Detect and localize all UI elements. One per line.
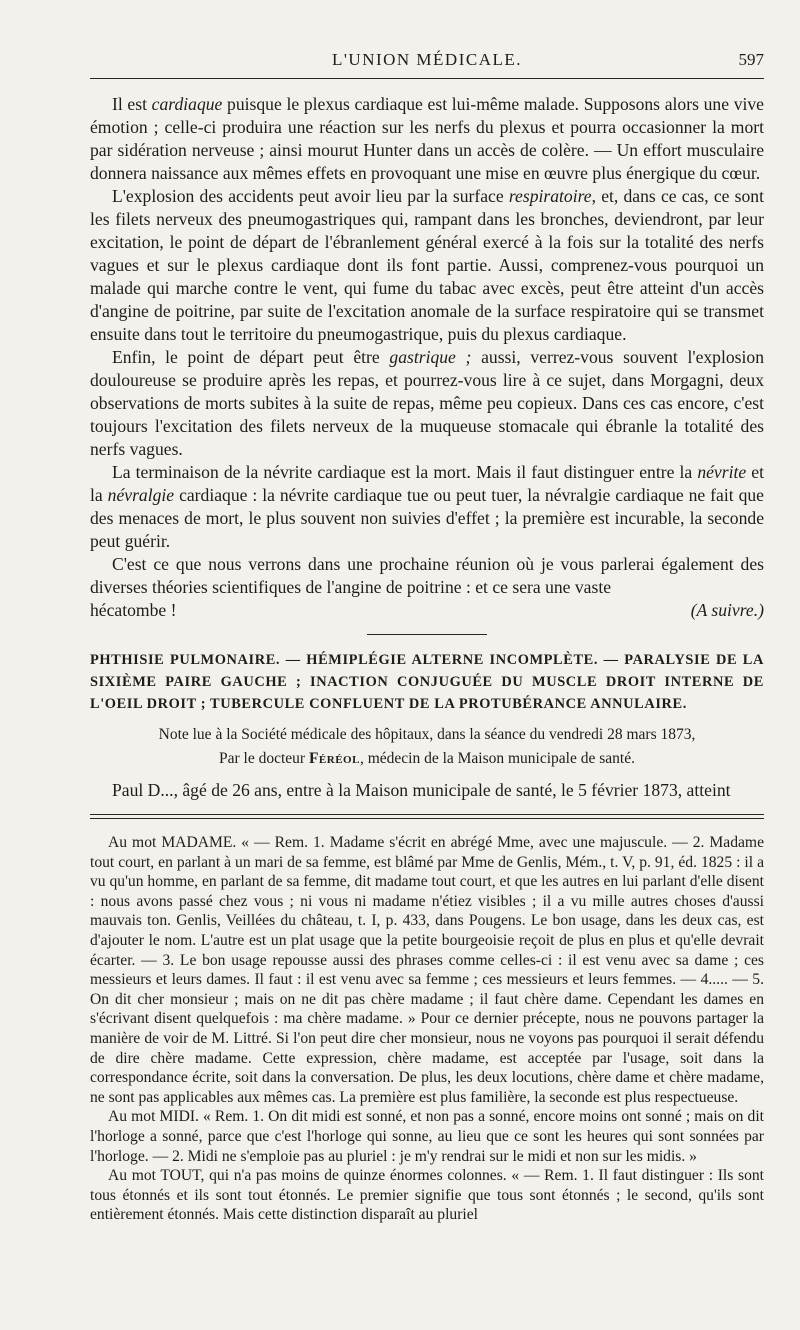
text-run: puisque le plexus cardiaque est lui-même malade. Supposons alors une vive émotion ; celle-ci produira une réaction sur les nerfs du plexus et pourra occasionner la mort par sidération nerveuse ; ainsi mourut Hunter dans un accès de colère. — Un effort musculaire donnera naissance aux mêmes effets en provoquant une mise en œuvre plus énergique du cœur.	[90, 94, 764, 183]
lecture-body	[90, 93, 764, 622]
italic-term: gastrique ;	[389, 347, 472, 367]
text-run: aussi, verrez-vous souvent l'explosion douloureuse se produire après les repas, et pourrez-vous lire à ce sujet, dans Morgagni, deux observations de morts subites à la suite de repas, même peu copieux. Dans ces cas encore, c'est toujours l'excitation des filets nerveux de la muqueuse stomacale qui ébranle la totalité des nerfs vagues.	[90, 347, 764, 459]
italic-term: cardiaque	[151, 94, 223, 114]
footnote-madame: Au mot MADAME. « — Rem. 1. Madame s'écrit en abrégé Mme, avec une majuscule. — 2. Madame tout court, en parlant à un mari de sa femme, est blâmé par Mme de Genlis, Mém., t. V, p. 91, éd. 1825 : il a vu qu'un homme, en parlant de sa femme, dit madame tout court, et que les autres en lui parlant d'elle disent : nous avons passé chez vous ; ni vous ni madame n'étiez visibles ; il a vu mille autres choses d'aussi mauvais ton. Genlis, Veillées du château, t. I, p. 433, dans Pougens. Le bon usage, dans les deux cas, est d'ajouter le nom. L'autre est un plat usage que la petite bourgeoisie reçoit de plus en plus et qu'elle devrait écarter. — 3. Le bon usage repousse aussi des phrases comme celles-ci : il est venu avec sa dame ; ces messieurs et leurs dames. Il faut : il est venu avec sa femme ; ces messieurs et leurs femmes. — 4..... — 5. On dit cher monsieur ; mais on ne dit pas chère madame ; il faut chère dame. Cependant les dames en s'écrivant disent quelquefois : ma chère madame. » Pour ce dernier précepte, nous ne pouvons partager la manière de voir de M. Littré. Si l'on peut dire cher monsieur, nous ne voyons pas pourquoi il serait défendu de dire chère madame. Cette expression, chère madame, est acceptée par l'usage, soit dans la correspondance écrite, soit dans la conversation. De plus, les deux locutions, chère dame et chère madame, ne sont pas applicables aux mêmes cas. La première est plus familière, la seconde est plus respectueuse.	[90, 834, 764, 1106]
text-run: cardiaque : la névrite cardiaque tue ou peut tuer, la névralgie cardiaque ne fait que des menaces de mort, le plus souvent non suivies d'effet ; la première est incurable, la seconde peut guérir.	[90, 485, 764, 551]
journal-title: L'UNION MÉDICALE.	[331, 50, 523, 69]
footnote-midi: Au mot MIDI. « Rem. 1. On dit midi est sonné, et non pas a sonné, encore moins ont sonné ; mais on dit l'horloge a sonné, parce que c'est l'horloge qui sonne, au lieu que ce sont les heures qui sont sonnées par l'horloge. — 2. Midi ne s'emploie pas au pluriel : je m'y rendrai sur le midi et non sur les midis. »	[90, 1108, 764, 1165]
text-run: Enfin, le point de départ peut être	[112, 347, 390, 367]
text-run: et la	[90, 462, 764, 505]
article-title: PHTHISIE PULMONAIRE. — HÉMIPLÉGIE ALTERNE INCOMPLÈTE. — PARALYSIE DE LA SIXIÈME PAIRE GAUCHE ; INACTION CONJUGUÉE DU MUSCLE DROIT INTERNE DE L'OEIL DROIT ; TUBERCULE CONFLUENT DE LA PROTUBÉRANCE ANNULAIRE.	[90, 652, 764, 712]
italic-term: névralgie	[107, 485, 175, 505]
to-be-continued: (A suivre.)	[690, 600, 764, 620]
section-divider	[367, 634, 487, 635]
footnotes	[90, 833, 764, 1225]
paragraph	[90, 346, 764, 461]
text-run: Par le docteur	[219, 750, 309, 767]
text-run: , et, dans ce cas, ce sont les filets nerveux des pneumogastriques qui, rampant dans les bronches, deviendront, par leur excitation, le point de départ de l'ébranlement général exercé à la fois sur la totalité des nerfs vagues et sur le plexus cardiaque dont ils font partie. Aussi, comprenez-vous pourquoi un malade qui marche contre le vent, qui fume du tabac avec excès, peut être atteint d'un accès d'angine de poitrine, par suite de l'excitation anomale de la surface respiratoire qui se transmet ensuite dans tout le territoire du pneumogastrique, puis du plexus cardiaque.	[90, 186, 764, 344]
text-run: La terminaison de la névrite cardiaque est la mort. Mais il faut distinguer entre la	[112, 462, 698, 482]
text-run: , médecin de la Maison municipale de santé.	[359, 750, 635, 767]
article-note: Note lue à la Société médicale des hôpitaux, dans la séance du vendredi 28 mars 1873,	[158, 726, 696, 743]
footnote-divider	[90, 814, 764, 819]
paragraph	[90, 185, 764, 346]
text-run: hécatombe !	[90, 600, 177, 620]
closing-line	[90, 599, 764, 622]
text-run: L'explosion des accidents peut avoir lieu par la surface	[112, 186, 509, 206]
text-run: Il est	[112, 94, 152, 114]
paragraph	[90, 461, 764, 553]
paragraph: C'est ce que nous verrons dans une prochaine réunion où je vous parlerai également des diverses théories scientifiques de l'angine de poitrine : et ce sera une vaste	[90, 554, 764, 597]
footnote-tout: Au mot TOUT, qui n'a pas moins de quinze énormes colonnes. « — Rem. 1. Il faut distinguer : Ils sont tous étonnés et ils sont tout étonnés. Le premier signifie que tous sont étonnés ; le second, qu'ils sont entièrement étonnés. Mais cette distinction disparaît au pluriel	[90, 1167, 764, 1224]
page-number: 597	[738, 50, 764, 69]
article-author	[90, 747, 764, 771]
running-header	[90, 44, 764, 79]
italic-term: névrite	[697, 462, 747, 482]
article-first-line: Paul D..., âgé de 26 ans, entre à la Maison municipale de santé, le 5 février 1873, atteint	[112, 780, 731, 800]
author-name: Féréol	[308, 750, 360, 767]
paragraph	[90, 93, 764, 185]
italic-term: respiratoire	[508, 186, 592, 206]
